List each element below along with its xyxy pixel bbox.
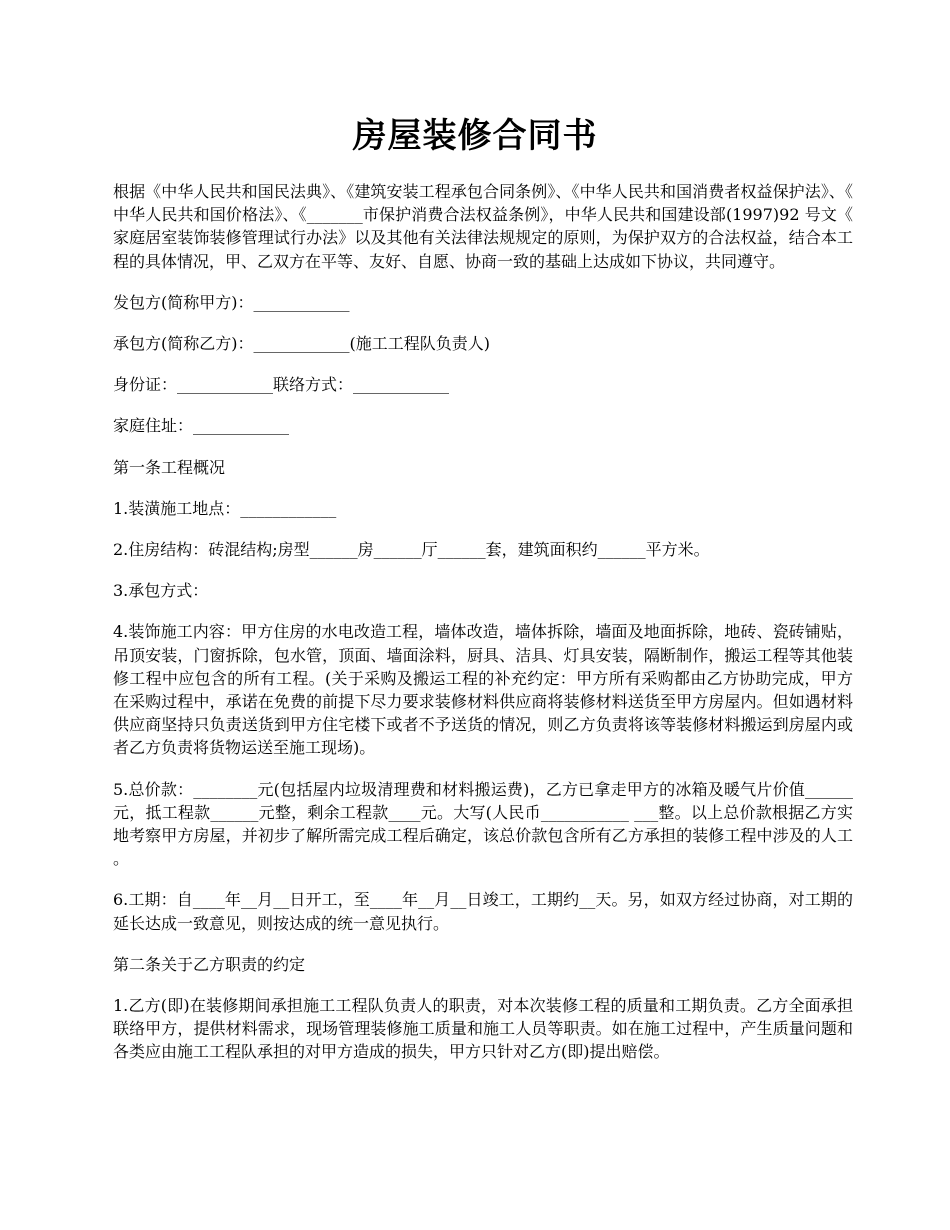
document-body <box>113 180 853 1082</box>
clause-1-3: 3.承包方式： <box>113 581 209 601</box>
section-heading-1: 第一条工程概况 <box>113 457 226 477</box>
clause-1-6: 6.工期：自____年__月__日开工，至____年__月__日竣工，工期约__天。另，如双方经过协商，对工期的延长达成一致意见，则按达成的统一意见执行。 <box>113 890 853 933</box>
home-address-field: 家庭住址：____________ <box>113 416 290 436</box>
clause-1-1: 1.装潢施工地点：____________ <box>113 498 337 518</box>
party-b-field: 承包方(简称乙方)：____________(施工工程队负责人) <box>113 334 490 354</box>
clause-1-4: 4.装饰施工内容：甲方住房的水电改造工程，墙体改造，墙体拆除，墙面及地面拆除，地砖、瓷砖铺贴，吊顶安装，门窗拆除，包水管，顶面、墙面涂料，厨具、洁具、灯具安装，隔断制作，搬运工程等其他装修工程中应包含的所有工程。(关于采购及搬运工程的补充约定：甲方所有采购都由乙方协助完成，甲方在采购过程中，承诺在免费的前提下尽力要求装修材料供应商将装修材料送货至甲方房屋内。但如遇材料供应商坚持只负责送货到甲方住宅楼下或者不予送货的情况，则乙方负责将该等装修材料搬运到房屋内或者乙方负责将货物运送至施工现场)。 <box>113 622 853 758</box>
clause-1-5: 5.总价款：________元(包括屋内垃圾清理费和材料搬运费)，乙方已拿走甲方的冰箱及暖气片价值______元，抵工程款______元整，剩余工程款____元。大写(人民币___________ ___整。以上总价款根据乙方实地考察甲方房屋，并初步了解所需完成工程后确定，该总价款包含所有乙方承担的装修工程中涉及的人工。 <box>113 779 853 869</box>
section-heading-2: 第二条关于乙方职责的约定 <box>113 954 306 974</box>
id-contact-field: 身份证：____________联络方式：____________ <box>113 375 450 395</box>
preamble-paragraph: 根据《中华人民共和国民法典》、《建筑安装工程承包合同条例》、《中华人民共和国消费者权益保护法》、《中华人民共和国价格法》、《_______市保护消费合法权益条例》，中华人民共和国建设部(1997)92 号文《家庭居室装饰装修管理试行办法》以及其他有关法律法规规定的原则，为保护双方的合法权益，结合本工程的具体情况，甲、乙双方在平等、友好、自愿、协商一致的基础上达成如下协议，共同遵守。 <box>113 182 853 271</box>
document-title: 房屋装修合同书 <box>352 116 598 156</box>
party-a-field: 发包方(简称甲方)：____________ <box>113 292 350 312</box>
clause-1-2: 2.住房结构：砖混结构;房型______房______厅______套，建筑面积约______平方米。 <box>113 540 710 560</box>
clause-2-1: 1.乙方(即)在装修期间承担施工工程队负责人的职责，对本次装修工程的质量和工期负责。乙方全面承担联络甲方，提供材料需求，现场管理装修施工质量和施工人员等职责。如在施工过程中，产生质量问题和各类应由施工工程队承担的对甲方造成的损失，甲方只针对乙方(即)提出赔偿。 <box>113 996 853 1062</box>
